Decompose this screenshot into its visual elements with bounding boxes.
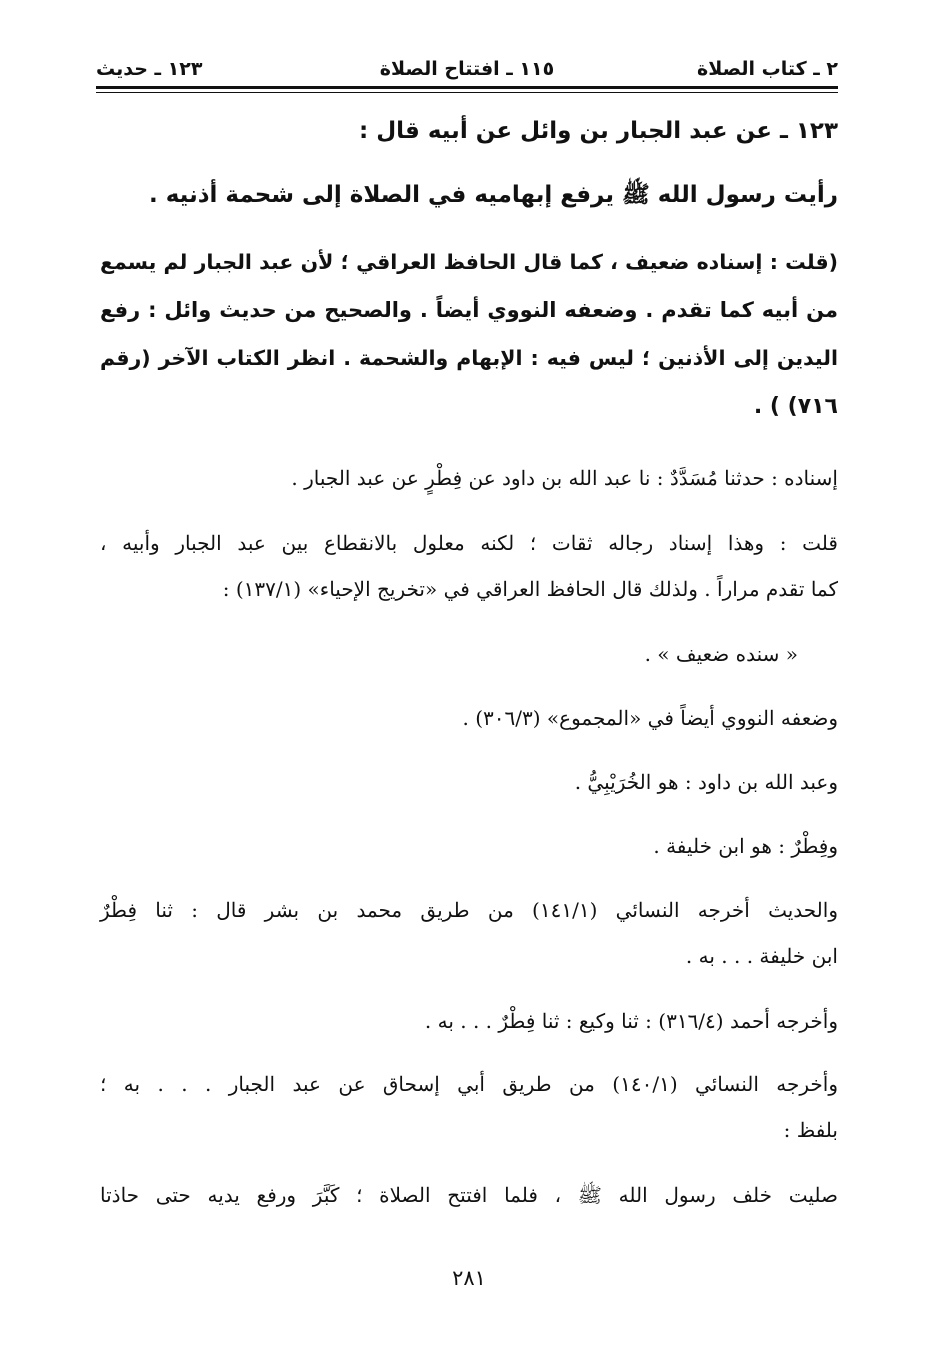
note-line-1: (قلت : إسناده ضعيف ، كما قال الحافظ العراقي ؛ لأن عبد الجبار لم يسمع	[100, 250, 838, 274]
commentary-p5-line-1: والحديث أخرجه النسائي (١٤١/١) من طريق محمد بن بشر قال : ثنا فِطْرٌ	[100, 898, 838, 922]
hadith-chain-line: ١٢٣ ـ عن عبد الجبار بن وائل عن أبيه قال :	[358, 118, 838, 144]
hadith-matn-line: رأيت رسول الله ﷺ يرفع إبهاميه في الصلاة إلى شحمة أذنيه .	[148, 182, 838, 208]
commentary-p7-line-1: وأخرجه النسائي (١٤٠/١) من طريق أبي إسحاق عن عبد الجبار . . . به ؛	[100, 1072, 838, 1096]
commentary-p8: صليت خلف رسول الله ﷺ ، فلما افتتح الصلاة ؛ كَبَّرَ ورفع يديه حتى حاذتا	[100, 1183, 838, 1207]
header-rule-thick	[96, 86, 838, 89]
commentary-p7-line-2: بلفظ :	[783, 1118, 838, 1142]
isnad-line: إسناده : حدثنا مُسَدَّدٌ : نا عبد الله بن داود عن فِطْرٍ عن عبد الجبار .	[291, 466, 838, 490]
quote-line: « سنده ضعيف » .	[644, 642, 798, 666]
commentary-p1-line-1: قلت : وهذا إسناد رجاله ثقات ؛ لكنه معلول بالانقطاع بين عبد الجبار وأبيه ،	[100, 531, 838, 555]
commentary-p4: وفِطْرٌ : هو ابن خليفة .	[653, 834, 838, 858]
note-line-2: من أبيه كما تقدم . وضعفه النووي أيضاً . والصحيح من حديث وائل : رفع	[100, 298, 838, 322]
commentary-p3: وعبد الله بن داود : هو الخُرَيْبِيُّ .	[574, 770, 838, 794]
note-line-4: ٧١٦) ) .	[753, 394, 838, 419]
commentary-p6: وأخرجه أحمد (٣١٦/٤) : ثنا وكيع : ثنا فِطْرٌ . . . به .	[424, 1009, 838, 1033]
header-chapter-title: ١١٥ ـ افتتاح الصلاة	[379, 58, 555, 80]
running-header	[96, 52, 838, 86]
header-book-title: ٢ ـ كتاب الصلاة	[697, 58, 838, 80]
note-line-3: اليدين إلى الأذنين ؛ ليس فيه : الإبهام والشحمة . انظر الكتاب الآخر (رقم	[100, 346, 838, 370]
commentary-p5-line-2: ابن خليفة . . . به .	[685, 944, 838, 968]
commentary-p2: وضعفه النووي أيضاً في «المجموع» (٣٠٦/٣) .	[462, 706, 838, 730]
header-rule-thin	[96, 92, 838, 93]
header-hadith-number: ١٢٣ ـ حديث	[96, 58, 203, 80]
page-number: ٢٨١	[452, 1266, 486, 1290]
commentary-p1-line-2: كما تقدم مراراً . ولذلك قال الحافظ العراقي في «تخريج الإحياء» (١٣٧/١) :	[222, 577, 838, 601]
